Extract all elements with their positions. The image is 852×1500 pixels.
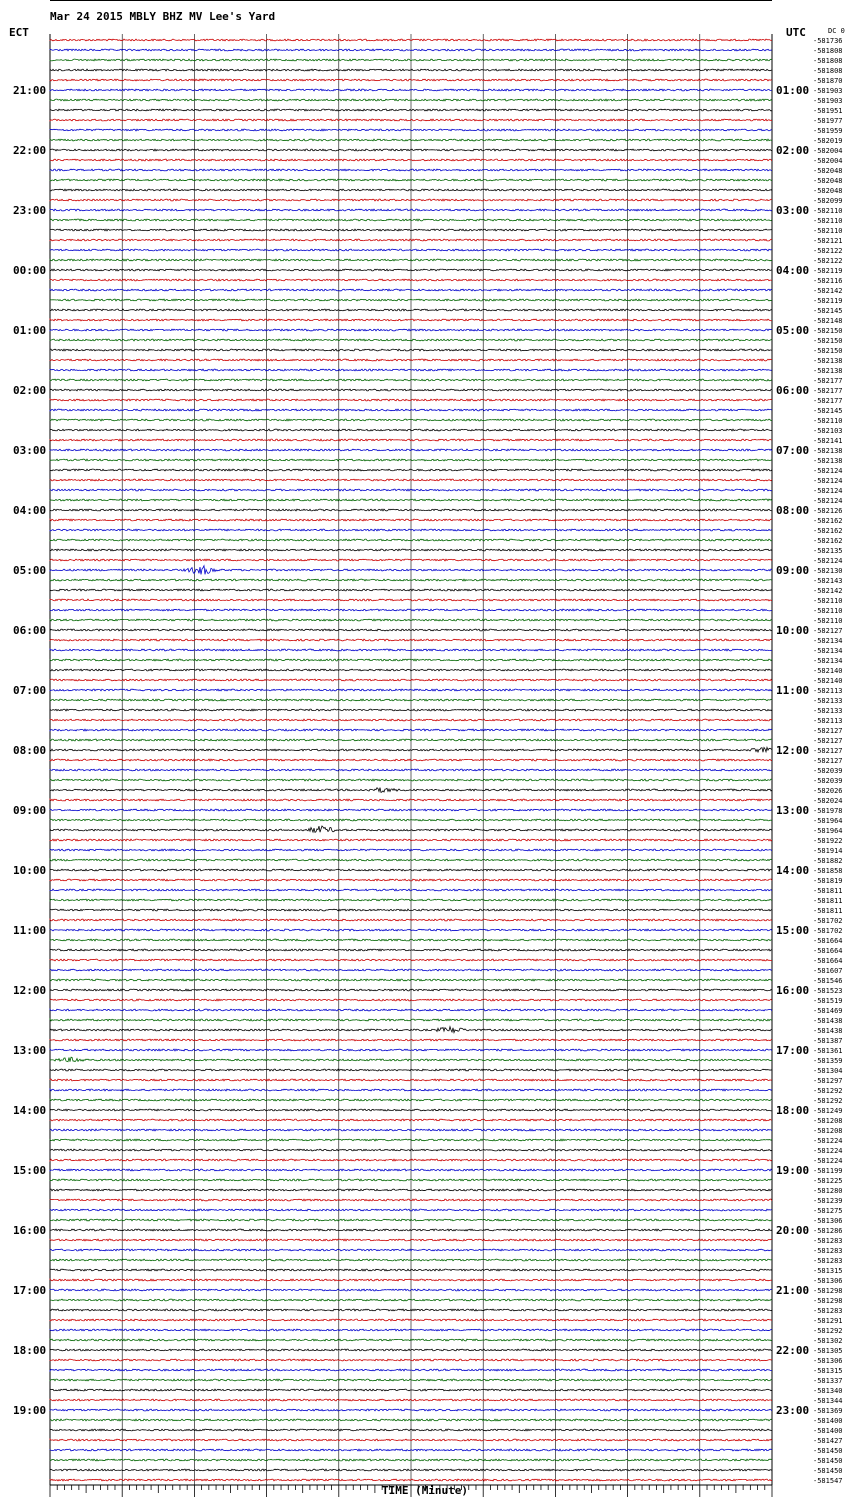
dc-offset-label: -581291 [813, 1317, 843, 1325]
left-hour-label: 18:00 [13, 1344, 47, 1357]
dc-offset-label: -582019 [813, 137, 843, 145]
right-hour-label: 11:00 [776, 684, 810, 697]
right-hour-label: 02:00 [776, 144, 810, 157]
dc-offset-label: -582024 [813, 797, 843, 805]
left-hour-label: 04:00 [13, 504, 47, 517]
dc-offset-label: -582110 [813, 617, 843, 625]
left-hour-label: 13:00 [13, 1044, 47, 1057]
dc-offset-label: -581224 [813, 1157, 843, 1165]
left-hour-label: 14:00 [13, 1104, 47, 1117]
dc-offset-label: -582177 [813, 397, 843, 405]
dc-offset-label: -581208 [813, 1127, 843, 1135]
dc-offset-label: -581283 [813, 1307, 843, 1315]
dc-offset-label: -582162 [813, 537, 843, 545]
dc-offset-label: -581359 [813, 1057, 843, 1065]
dc-offset-label: -581977 [813, 117, 843, 125]
dc-offset-label: -581858 [813, 867, 843, 875]
dc-offset-label: -582138 [813, 357, 843, 365]
chart-title: Mar 24 2015 MBLY BHZ MV Lee's Yard [50, 10, 276, 23]
right-hour-label: 13:00 [776, 804, 810, 817]
dc-offset-label: -582099 [813, 197, 843, 205]
dc-offset-label: -581304 [813, 1067, 843, 1075]
dc-offset-label: -582110 [813, 417, 843, 425]
dc-offset-label: -582048 [813, 177, 843, 185]
dc-offset-label: -581239 [813, 1197, 843, 1205]
right-hour-label: 18:00 [776, 1104, 810, 1117]
dc-offset-label: -581736 [813, 37, 843, 45]
right-hour-label: 12:00 [776, 744, 810, 757]
right-hour-label: 03:00 [776, 204, 810, 217]
dc-offset-label: -582124 [813, 497, 843, 505]
dc-offset-label: -581306 [813, 1217, 843, 1225]
dc-offset-label: -581224 [813, 1137, 843, 1145]
dc-offset-label: -581811 [813, 897, 843, 905]
left-hour-label: 02:00 [13, 384, 47, 397]
right-hour-label: 14:00 [776, 864, 810, 877]
dc-offset-label: -581298 [813, 1287, 843, 1295]
x-axis-label: TIME (Minute) [381, 1484, 469, 1497]
dc-offset-label: -582026 [813, 787, 843, 795]
dc-offset-label: -582177 [813, 387, 843, 395]
dc-offset-label: -582162 [813, 527, 843, 535]
dc-offset-label: -581427 [813, 1437, 843, 1445]
dc-offset-label: -581450 [813, 1457, 843, 1465]
right-hour-label: 01:00 [776, 84, 810, 97]
dc-offset-label: -581702 [813, 927, 843, 935]
right-hour-label: 04:00 [776, 264, 810, 277]
dc-offset-label: -582177 [813, 377, 843, 385]
dc-offset-label: -581337 [813, 1377, 843, 1385]
dc-offset-label: -581811 [813, 887, 843, 895]
dc-offset-label: -582113 [813, 687, 843, 695]
dc-offset-label: -581224 [813, 1147, 843, 1155]
dc-offset-label: -582145 [813, 307, 843, 315]
dc-offset-label: -582048 [813, 167, 843, 175]
dc-offset-label: -582134 [813, 657, 843, 665]
dc-offset-label: -581664 [813, 937, 843, 945]
dc-offset-label: -582119 [813, 267, 843, 275]
dc-offset-label: -581664 [813, 947, 843, 955]
dc-offset-label: -582138 [813, 457, 843, 465]
dc-offset-label: -582048 [813, 187, 843, 195]
dc-offset-label: -581199 [813, 1167, 843, 1175]
dc-offset-label: -582110 [813, 607, 843, 615]
dc-offset-label: -581547 [813, 1477, 843, 1485]
right-hour-label: 16:00 [776, 984, 810, 997]
dc-offset-label: -581369 [813, 1407, 843, 1415]
dc-offset-label: -582138 [813, 367, 843, 375]
dc-offset-label: -581283 [813, 1257, 843, 1265]
dc-offset-label: -582135 [813, 547, 843, 555]
right-hour-label: 08:00 [776, 504, 810, 517]
dc-offset-label: -581249 [813, 1107, 843, 1115]
left-hour-label: 06:00 [13, 624, 47, 637]
dc-offset-label: -581959 [813, 127, 843, 135]
dc-offset-labels [813, 37, 843, 1485]
dc-offset-label: -582140 [813, 677, 843, 685]
dc-offset-label: -582130 [813, 567, 843, 575]
dc-offset-label: -581519 [813, 997, 843, 1005]
dc-offset-label: -582110 [813, 207, 843, 215]
dc-offset-label: -582127 [813, 627, 843, 635]
dc-offset-label: -582124 [813, 467, 843, 475]
dc-offset-label: -582122 [813, 257, 843, 265]
dc-offset-label: -581298 [813, 1297, 843, 1305]
dc-offset-label: -581292 [813, 1087, 843, 1095]
dc-offset-label: -581306 [813, 1357, 843, 1365]
dc-offset-label: -582122 [813, 247, 843, 255]
left-hour-label: 05:00 [13, 564, 47, 577]
left-hour-label: 16:00 [13, 1224, 47, 1237]
dc-offset-label: -582110 [813, 597, 843, 605]
dc-offset-label: -581302 [813, 1337, 843, 1345]
dc-offset-label: -582124 [813, 477, 843, 485]
right-hour-label: 09:00 [776, 564, 810, 577]
dc-offset-label: -582004 [813, 157, 843, 165]
dc-offset-label: -582039 [813, 777, 843, 785]
dc-offset-label: -582134 [813, 647, 843, 655]
dc-offset-label: -581305 [813, 1347, 843, 1355]
dc-offset-label: -582124 [813, 557, 843, 565]
dc-offset-label: -581903 [813, 97, 843, 105]
dc-offset-label: -582162 [813, 517, 843, 525]
right-hour-labels [776, 84, 809, 1417]
dc-offset-label: -582142 [813, 287, 843, 295]
left-hour-label: 08:00 [13, 744, 47, 757]
dc-offset-label: -581208 [813, 1117, 843, 1125]
dc-offset-label: -582142 [813, 587, 843, 595]
dc-offset-label: -582145 [813, 407, 843, 415]
dc-offset-label: -582110 [813, 227, 843, 235]
dc-offset-label: -581280 [813, 1187, 843, 1195]
dc-offset-label: -581903 [813, 87, 843, 95]
left-hour-label: 10:00 [13, 864, 47, 877]
dc-offset-label: -581450 [813, 1447, 843, 1455]
dc-offset-label: -582134 [813, 637, 843, 645]
dc-offset-label: -582140 [813, 667, 843, 675]
dc-offset-label: -582110 [813, 217, 843, 225]
dc-offset-label: -582143 [813, 577, 843, 585]
dc-offset-label: -581315 [813, 1267, 843, 1275]
dc-offset-label: -581387 [813, 1037, 843, 1045]
dc-offset-label: -581951 [813, 107, 843, 115]
dc-offset-label: -581978 [813, 807, 843, 815]
dc-offset-label: -581702 [813, 917, 843, 925]
dc-offset-label: -582116 [813, 277, 843, 285]
dc-offset-label: -581870 [813, 77, 843, 85]
dc-offset-label: -582150 [813, 347, 843, 355]
dc-offset-label: -581361 [813, 1047, 843, 1055]
dc-offset-label: -582004 [813, 147, 843, 155]
left-hour-label: 15:00 [13, 1164, 47, 1177]
right-hour-label: 07:00 [776, 444, 810, 457]
right-hour-label: 21:00 [776, 1284, 810, 1297]
left-hour-label: 17:00 [13, 1284, 47, 1297]
left-hour-label: 21:00 [13, 84, 47, 97]
dc-offset-label: -581283 [813, 1237, 843, 1245]
dc-offset-label: -581450 [813, 1467, 843, 1475]
dc-offset-label: -581819 [813, 877, 843, 885]
dc-offset-label: -582121 [813, 237, 843, 245]
dc-offset-label: -582113 [813, 717, 843, 725]
dc-offset-label: -581438 [813, 1017, 843, 1025]
dc-offset-label: -581469 [813, 1007, 843, 1015]
dc-offset-label: -581306 [813, 1277, 843, 1285]
left-hour-labels [13, 84, 46, 1417]
left-hour-label: 23:00 [13, 204, 47, 217]
dc-offset-label: -582127 [813, 737, 843, 745]
right-timezone-label: UTC [786, 26, 806, 39]
right-hour-label: 19:00 [776, 1164, 810, 1177]
dc-offset-label: -582150 [813, 337, 843, 345]
dc-offset-label: -582127 [813, 747, 843, 755]
dc-offset-label: -581400 [813, 1427, 843, 1435]
dc-offset-label: -581546 [813, 977, 843, 985]
dc-offset-label: -581340 [813, 1387, 843, 1395]
dc-offset-label: -582133 [813, 697, 843, 705]
dc-offset-label: -582150 [813, 327, 843, 335]
left-hour-label: 11:00 [13, 924, 47, 937]
dc-offset-label: -582124 [813, 487, 843, 495]
left-hour-label: 22:00 [13, 144, 47, 157]
dc-offset-label: -582133 [813, 707, 843, 715]
dc-offset-label: -581808 [813, 47, 843, 55]
dc-offset-label: -581438 [813, 1027, 843, 1035]
left-timezone-label: ECT [9, 26, 29, 39]
dc-offset-label: -582141 [813, 437, 843, 445]
right-hour-label: 10:00 [776, 624, 810, 637]
left-hour-label: 00:00 [13, 264, 47, 277]
dc-offset-label: -581315 [813, 1367, 843, 1375]
dc-offset-label: -581225 [813, 1177, 843, 1185]
left-hour-label: 19:00 [13, 1404, 47, 1417]
left-hour-label: 09:00 [13, 804, 47, 817]
dc-offset-label: -581914 [813, 847, 843, 855]
dc-offset-header: DC 0 [828, 27, 845, 35]
dc-offset-label: -581808 [813, 57, 843, 65]
dc-offset-label: -581922 [813, 837, 843, 845]
right-hour-label: 23:00 [776, 1404, 810, 1417]
left-hour-label: 03:00 [13, 444, 47, 457]
dc-offset-label: -581400 [813, 1417, 843, 1425]
left-hour-label: 01:00 [13, 324, 47, 337]
right-hour-label: 17:00 [776, 1044, 810, 1057]
right-hour-label: 05:00 [776, 324, 810, 337]
dc-offset-label: -581607 [813, 967, 843, 975]
dc-offset-label: -581808 [813, 67, 843, 75]
dc-offset-label: -582148 [813, 317, 843, 325]
right-hour-label: 15:00 [776, 924, 810, 937]
dc-offset-label: -581275 [813, 1207, 843, 1215]
left-hour-label: 07:00 [13, 684, 47, 697]
left-hour-label: 12:00 [13, 984, 47, 997]
dc-offset-label: -581283 [813, 1247, 843, 1255]
dc-offset-label: -581292 [813, 1097, 843, 1105]
dc-offset-label: -581882 [813, 857, 843, 865]
dc-offset-label: -581286 [813, 1227, 843, 1235]
dc-offset-label: -582127 [813, 727, 843, 735]
dc-offset-label: -581297 [813, 1077, 843, 1085]
dc-offset-label: -582039 [813, 767, 843, 775]
dc-offset-label: -582138 [813, 447, 843, 455]
dc-offset-label: -582103 [813, 427, 843, 435]
dc-offset-label: -581964 [813, 817, 843, 825]
right-hour-label: 20:00 [776, 1224, 810, 1237]
dc-offset-label: -581664 [813, 957, 843, 965]
dc-offset-label: -581292 [813, 1327, 843, 1335]
dc-offset-label: -582127 [813, 757, 843, 765]
dc-offset-label: -582126 [813, 507, 843, 515]
dc-offset-label: -582119 [813, 297, 843, 305]
dc-offset-label: -581523 [813, 987, 843, 995]
dc-offset-label: -581964 [813, 827, 843, 835]
right-hour-label: 22:00 [776, 1344, 810, 1357]
dc-offset-label: -581811 [813, 907, 843, 915]
dc-offset-label: -581344 [813, 1397, 843, 1405]
right-hour-label: 06:00 [776, 384, 810, 397]
